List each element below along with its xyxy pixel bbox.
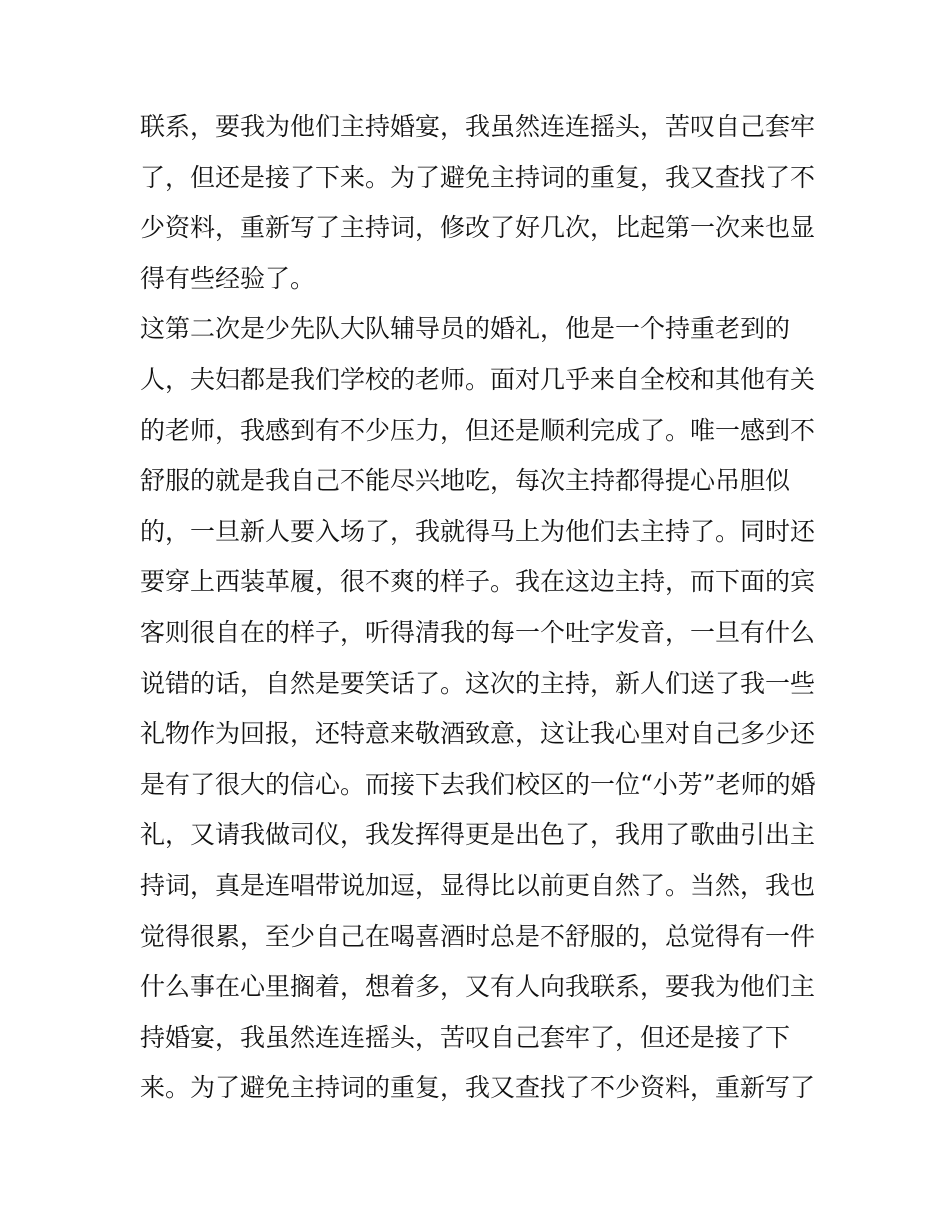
text-line: 说错的话，自然是要笑话了。这次的主持，新人们送了我一些 xyxy=(140,668,816,698)
text-line: 舒服的就是我自己不能尽兴地吃，每次主持都得提心吊胆似 xyxy=(140,466,791,496)
text-line: 联系，要我为他们主持婚宴，我虽然连连摇头，苦叹自己套牢 xyxy=(140,112,816,141)
body-text xyxy=(140,102,830,1114)
text-line: 什么事在心里搁着，想着多，又有人向我联系，要我为他们主 xyxy=(140,972,816,1002)
text-line: 来。为了避免主持词的重复，我又查找了不少资料，重新写了 xyxy=(140,1073,816,1103)
text-line: 得有些经验了。 xyxy=(140,263,316,293)
text-line: 少资料，重新写了主持词，修改了好几次，比起第一次来也显 xyxy=(140,213,816,243)
text-line: 礼物作为回报，还特意来敬酒致意，这让我心里对自己多少还 xyxy=(140,719,816,749)
text-line: 觉得很累，至少自己在喝喜酒时总是不舒服的，总觉得有一件 xyxy=(140,921,816,951)
text-line: 人，夫妇都是我们学校的老师。面对几乎来自全校和其他有关 xyxy=(140,364,816,394)
text-line: 要穿上西装革履，很不爽的样子。我在这边主持，而下面的宾 xyxy=(140,567,816,597)
text-line: 这第二次是少先队大队辅导员的婚礼，他是一个持重老到的 xyxy=(140,314,791,344)
text-line: 客则很自在的样子，听得清我的每一个吐字发音，一旦有什么 xyxy=(140,617,816,647)
text-line: 的老师，我感到有不少压力，但还是顺利完成了。唯一感到不 xyxy=(140,415,816,445)
text-line: 了，但还是接了下来。为了避免主持词的重复，我又查找了不 xyxy=(140,162,816,192)
text-line: 持婚宴，我虽然连连摇头，苦叹自己套牢了，但还是接了下 xyxy=(140,1022,791,1052)
text-line: 的，一旦新人要入场了，我就得马上为他们去主持了。同时还 xyxy=(140,516,816,546)
text-line: 礼，又请我做司仪，我发挥得更是出色了，我用了歌曲引出主 xyxy=(140,820,816,850)
text-line: 持词，真是连唱带说加逗，显得比以前更自然了。当然，我也 xyxy=(140,870,816,900)
text-line: 是有了很大的信心。而接下去我们校区的一位“小芳”老师的婚 xyxy=(140,769,816,799)
